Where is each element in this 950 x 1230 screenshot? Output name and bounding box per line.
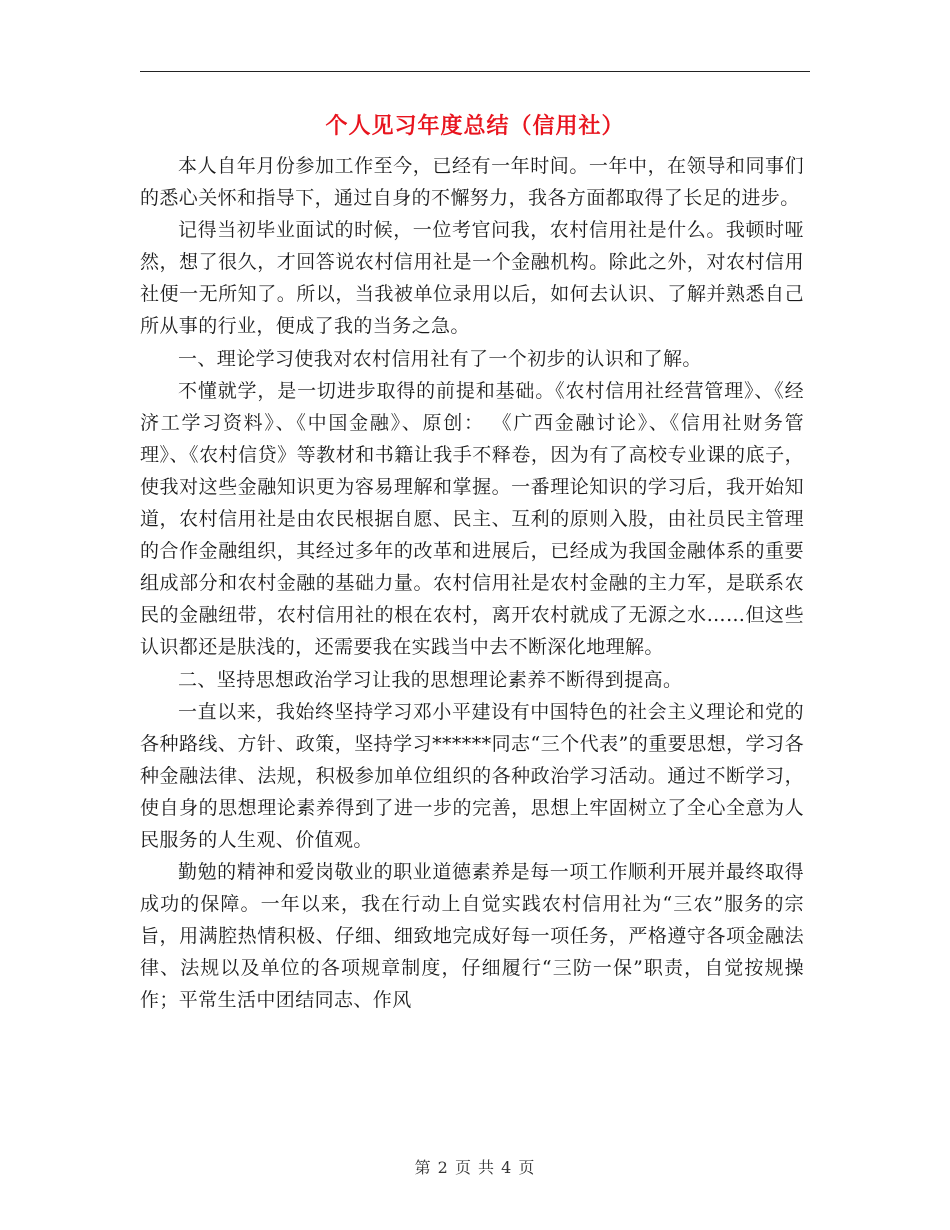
paragraph-interview: 记得当初毕业面试的时候，一位考官问我，农村信用社是什么。我顿时哑然，想了很久，才回答说农村信用社是一个金融机构。除此之外，对农村信用社便一无所知了。所以，当我被单位录用以后，如何去认识、了解并熟悉自己所从事的行业，便成了我的当务之急。 <box>140 219 804 338</box>
document-title: 个人见习年度总结（信用社） <box>325 114 625 139</box>
paragraph-theory: 不懂就学，是一切进步取得的前提和基础。《农村信用社经营管理》、《经济工学习资料》、《中国金融》、原创： 《广西金融讨论》、《信用社财务管理》、《农村信贷》等教材和书籍让我手不释卷，因为有了高校专业课的底子，使我对这些金融知识更为容易理解和掌握。一番理论知识的学习后，我开始知道，农村信用社是由农民根据自愿、民主、互利的原则入股，由社员民主管理的合作金融组织，其经过多年的改革和进展后，已经成为我国金融体系的重要组成部分和农村金融的基础力量。农村信用社是农村金融的主力军，是联系农民的金融纽带，农村信用社的根在农村，离开农村就成了无源之水……但这些认识都还是肤浅的，还需要我在实践当中去不断深化地理解。 <box>140 379 804 659</box>
page-number-footer: 第 2 页 共 4 页 <box>414 1158 536 1177</box>
header-rule <box>140 71 810 72</box>
document-body <box>140 150 804 1017</box>
paragraph-intro: 本人自年月份参加工作至今，已经有一年时间。一年中，在领导和同事们的悉心关怀和指导下，通过自身的不懈努力，我各方面都取得了长足的进步。 <box>140 155 804 210</box>
paragraph-diligence: 勤勉的精神和爱岗敬业的职业道德素养是每一项工作顺利开展并最终取得成功的保障。一年以来，我在行动上自觉实践农村信用社为“三农”服务的宗旨，用满腔热情积极、仔细、细致地完成好每一项任务，严格遵守各项金融法律、法规以及单位的各项规章制度，仔细履行“三防一保”职责，自觉按规操作；平常生活中团结同志、作风 <box>140 861 804 1012</box>
section-heading-politics: 二、坚持思想政治学习让我的思想理论素养不断得到提高。 <box>178 668 683 691</box>
paragraph-politics: 一直以来，我始终坚持学习邓小平建设有中国特色的社会主义理论和党的各种路线、方针、政策，坚持学习******同志“三个代表”的重要思想，学习各种金融法律、法规，积极参加单位组织的各种政治学习活动。通过不断学习，使自身的思想理论素养得到了进一步的完善，思想上牢固树立了全心全意为人民服务的人生观、价值观。 <box>140 700 804 851</box>
section-heading-theory: 一、理论学习使我对农村信用社有了一个初步的认识和了解。 <box>178 347 702 370</box>
